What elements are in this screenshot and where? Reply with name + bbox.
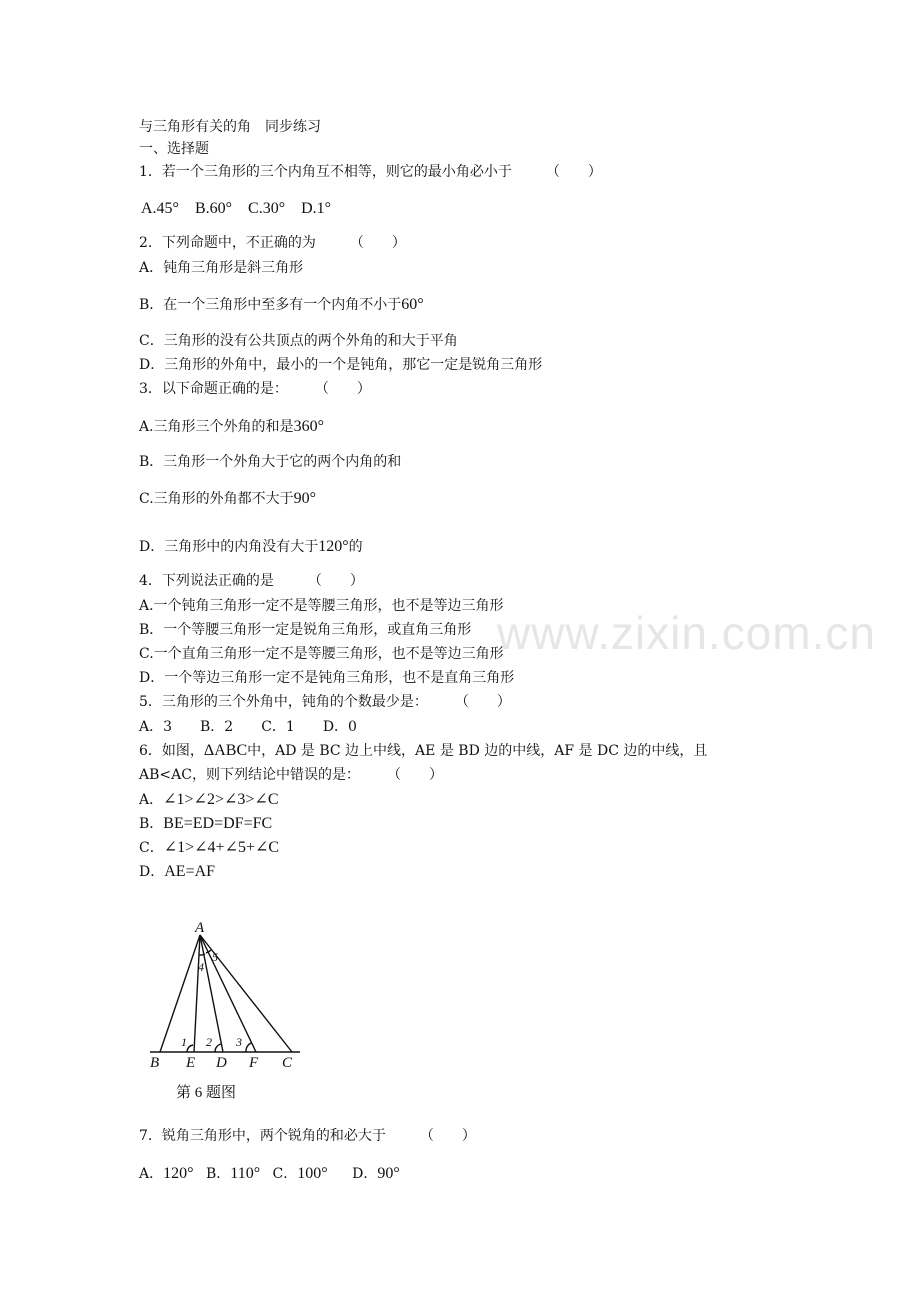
option-label: B． xyxy=(139,816,164,832)
vertex-label-c: C xyxy=(282,1055,293,1070)
question-3-option-b: B．三角形一个外角大于它的两个内角的和 xyxy=(139,454,402,470)
question-text: 5．三角形的三个外角中，钝角的个数最少是： xyxy=(139,694,428,710)
question-4-option-c: C.一个直角三角形一定不是等腰三角形，也不是等边三角形 xyxy=(139,646,504,662)
segment-ae xyxy=(194,935,200,1052)
answer-bracket: （ ） xyxy=(545,164,602,180)
option-value: BE=ED=DF=FC xyxy=(163,815,273,832)
question-3-stem xyxy=(139,380,371,398)
option-label: D． xyxy=(139,864,165,880)
answer-bracket: （ ） xyxy=(461,694,511,710)
question-6-stem-line-1 xyxy=(139,742,707,760)
question-5-stem xyxy=(139,693,511,711)
angle-3-arc xyxy=(246,1043,251,1052)
triangle-symbol: ΔABC xyxy=(203,742,248,759)
question-3-option-a xyxy=(139,418,324,436)
question-text: AB<AC，则下列结论中错误的是： xyxy=(139,767,360,783)
question-6-stem-line-2 xyxy=(139,766,443,784)
angle-4-arc xyxy=(199,954,205,955)
question-2-option-c: C．三角形的没有公共顶点的两个外角的和大于平角 xyxy=(139,333,458,349)
option-text: C.三角形的外角都不大于 xyxy=(139,491,294,507)
option-text: A.三角形三个外角的和是 xyxy=(139,419,294,435)
question-6-option-a xyxy=(139,791,279,809)
question-3-option-d xyxy=(139,538,363,556)
question-text: 6．如图， xyxy=(139,743,204,759)
section-heading: 一、选择题 xyxy=(139,141,209,157)
angle-label-5: 5 xyxy=(212,950,218,964)
vertex-label-d: D xyxy=(216,1055,227,1070)
angle-1-arc xyxy=(187,1045,193,1052)
option-value: ∠1>∠2>∠3>∠C xyxy=(163,791,279,808)
question-1-options: A.45° B.60° C.30° D.1° xyxy=(141,200,332,217)
option-label: D． xyxy=(352,1166,378,1182)
angle-label-2: 2 xyxy=(206,1035,212,1049)
figure-caption: 第 6 题图 xyxy=(176,1085,237,1101)
answer-bracket: （ ） xyxy=(307,573,364,589)
question-2-stem xyxy=(139,234,406,252)
angle-label-4: 4 xyxy=(198,960,204,974)
question-4-option-b: B．一个等腰三角形一定是锐角三角形，或直角三角形 xyxy=(139,622,472,638)
option-value: 90° xyxy=(377,1165,400,1182)
option-value: 90° xyxy=(293,490,317,507)
question-2-option-d: D．三角形的外角中，最小的一个是钝角，那它一定是锐角三角形 xyxy=(139,357,543,373)
option-value: AE=AF xyxy=(164,863,216,880)
vertex-label-a: A xyxy=(195,920,205,936)
question-text: 2．下列命题中，不正确的为 xyxy=(139,235,316,251)
question-4-option-d: D．一个等边三角形一定不是钝角三角形，也不是直角三角形 xyxy=(139,670,515,686)
option-label: C． xyxy=(272,1166,298,1182)
option-text: B．在一个三角形中至多有一个内角不小于 xyxy=(139,297,402,313)
answer-bracket: （ ） xyxy=(321,381,371,397)
option-value: 120° xyxy=(318,538,349,555)
triangle-figure xyxy=(140,915,310,1070)
option-value: 120° xyxy=(163,1165,194,1182)
side-ab xyxy=(160,935,200,1052)
question-text: 7．锐角三角形中，两个锐角的和必大于 xyxy=(139,1128,386,1144)
angle-2-arc xyxy=(215,1044,221,1052)
question-7-stem xyxy=(139,1127,476,1145)
option-label: B． xyxy=(205,1166,231,1182)
question-5-options: A．3 B．2 C．1 D．0 xyxy=(139,719,357,735)
question-7-options xyxy=(139,1165,400,1183)
angle-label-1: 1 xyxy=(181,1035,187,1049)
option-label: A． xyxy=(139,792,164,808)
answer-bracket: （ ） xyxy=(349,235,406,251)
option-value: 360° xyxy=(293,418,324,435)
question-text: 4．下列说法正确的是 xyxy=(139,573,274,589)
watermark: www.zixin.com.cn xyxy=(497,607,876,659)
question-2-option-a: A．钝角三角形是斜三角形 xyxy=(139,260,304,276)
option-value: ∠1>∠4+∠5+∠C xyxy=(163,839,280,856)
question-2-option-b xyxy=(139,296,424,314)
question-1-stem xyxy=(139,163,602,181)
question-6-option-d xyxy=(139,863,215,881)
option-value: 60° xyxy=(401,296,424,313)
question-4-stem xyxy=(139,572,364,590)
answer-bracket: （ ） xyxy=(419,1128,476,1144)
answer-bracket: （ ） xyxy=(393,767,443,783)
question-text: 1．若一个三角形的三个内角互不相等，则它的最小角必小于 xyxy=(139,164,512,180)
option-value: 100° xyxy=(297,1165,328,1182)
vertex-label-b: B xyxy=(150,1055,160,1070)
question-6-option-b xyxy=(139,815,272,833)
question-6-option-c xyxy=(139,839,279,857)
angle-label-3: 3 xyxy=(236,1035,242,1049)
option-text: D．三角形中的内角没有大于 xyxy=(139,539,319,555)
question-4-option-a: A.一个钝角三角形一定不是等腰三角形，也不是等边三角形 xyxy=(139,598,504,614)
vertex-label-e: E xyxy=(186,1055,196,1070)
vertex-label-f: F xyxy=(249,1055,259,1070)
option-label: C． xyxy=(139,840,164,856)
question-text: 3．以下命题正确的是： xyxy=(139,381,288,397)
document-title: 与三角形有关的角 同步练习 xyxy=(139,119,321,135)
option-text-end: 的 xyxy=(348,539,363,555)
option-label: A． xyxy=(139,1166,164,1182)
option-value: 110° xyxy=(230,1165,261,1182)
question-3-option-c xyxy=(139,490,316,508)
question-text: 中，AD 是 BC 边上中线，AE 是 BD 边的中线，AF 是 DC 边的中线，且 xyxy=(247,743,708,759)
